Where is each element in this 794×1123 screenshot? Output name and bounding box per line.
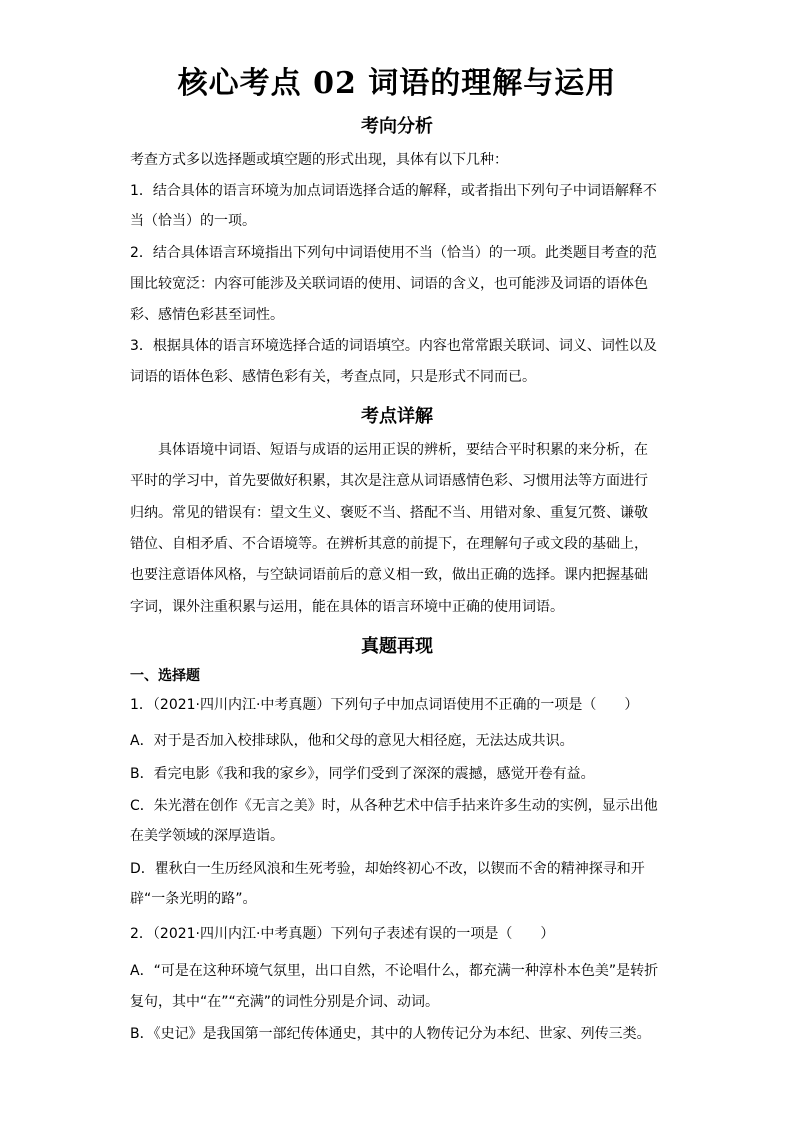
question-2-option-b: B．《史记》是我国第一部纪传体通史，其中的人物传记分为本纪、世家、列传三类。 <box>130 1026 651 1042</box>
question-1-option-c-cont: 在美学领域的深厚造诣。 <box>130 828 284 844</box>
detail-line: 也要注意语体风格，与空缺词语前后的意义相一致，做出正确的选择。课内把握基础 <box>130 567 648 583</box>
detail-line: 平时的学习中，首先要做好积累，其次是注意从词语感情色彩、习惯用法等方面进行 <box>130 473 648 489</box>
question-1-option-d-cont: 辟“一条光明的路”。 <box>130 891 257 907</box>
analysis-line: 3．根据具体的语言环境选择合适的词语填空。内容也常常跟关联词、词义、词性以及 <box>130 338 657 354</box>
analysis-line: 当（恰当）的一项。 <box>130 213 256 229</box>
detail-line: 错位、自相矛盾、不合语境等。在辨析其意的前提下，在理解句子或文段的基础上， <box>130 536 648 552</box>
question-1-stem: 1．（2021·四川内江·中考真题）下列句子中加点词语使用不正确的一项是（ ） <box>130 697 639 713</box>
question-1-option-a: A．对于是否加入校排球队，他和父母的意见大相径庭，无法达成共识。 <box>130 733 574 749</box>
question-section-label: 一、选择题 <box>130 668 200 684</box>
question-2-option-a: A．“可是在这种环境气氛里，出口自然，不论唱什么，都充满一种淳朴本色美”是转折 <box>130 963 659 979</box>
analysis-line: 词语的语体色彩、感情色彩有关，考查点同，只是形式不同而已。 <box>130 369 536 385</box>
section-heading-analysis: 考向分析 <box>361 116 433 137</box>
question-2-stem: 2．（2021·四川内江·中考真题）下列句子表述有误的一项是（ ） <box>130 926 555 942</box>
section-heading-detail: 考点详解 <box>361 406 433 427</box>
page-title: 核心考点 02 词语的理解与运用 <box>177 66 617 101</box>
section-heading-real: 真题再现 <box>361 636 433 657</box>
question-1-option-b: B．看完电影《我和我的家乡》，同学们受到了深深的震撼，感觉开卷有益。 <box>130 766 595 782</box>
detail-line: 字词，课外注重积累与运用，能在具体的语言环境中正确的使用词语。 <box>130 599 564 615</box>
question-2-option-a-cont: 复句，其中“在”“充满”的词性分别是介词、动词。 <box>130 994 440 1010</box>
analysis-line: 1．结合具体的语言环境为加点词语选择合适的解释，或者指出下列句子中词语解释不 <box>130 183 657 199</box>
analysis-line: 2．结合具体语言环境指出下列句中词语使用不当（恰当）的一项。此类题目考查的范 <box>130 245 657 261</box>
analysis-line: 围比较宽泛：内容可能涉及关联词语的使用、词语的含义，也可能涉及词语的语体色 <box>130 276 648 292</box>
question-1-option-d: D．瞿秋白一生历经风浪和生死考验，却始终初心不改，以锲而不舍的精神探寻和开 <box>130 861 645 877</box>
detail-line: 具体语境中词语、短语与成语的运用正误的辨析，要结合平时积累的来分析，在 <box>158 442 648 458</box>
analysis-line: 考查方式多以选择题或填空题的形式出现，具体有以下几种： <box>130 152 508 168</box>
question-1-option-c: C．朱光潜在创作《无言之美》时，从各种艺术中信手拈来许多生动的实例，显示出他 <box>130 798 658 814</box>
detail-line: 归纳。常见的错误有：望文生义、褒贬不当、搭配不当、用错对象、重复冗赘、谦敬 <box>130 505 648 521</box>
analysis-line: 彩、感情色彩甚至词性。 <box>130 307 284 323</box>
